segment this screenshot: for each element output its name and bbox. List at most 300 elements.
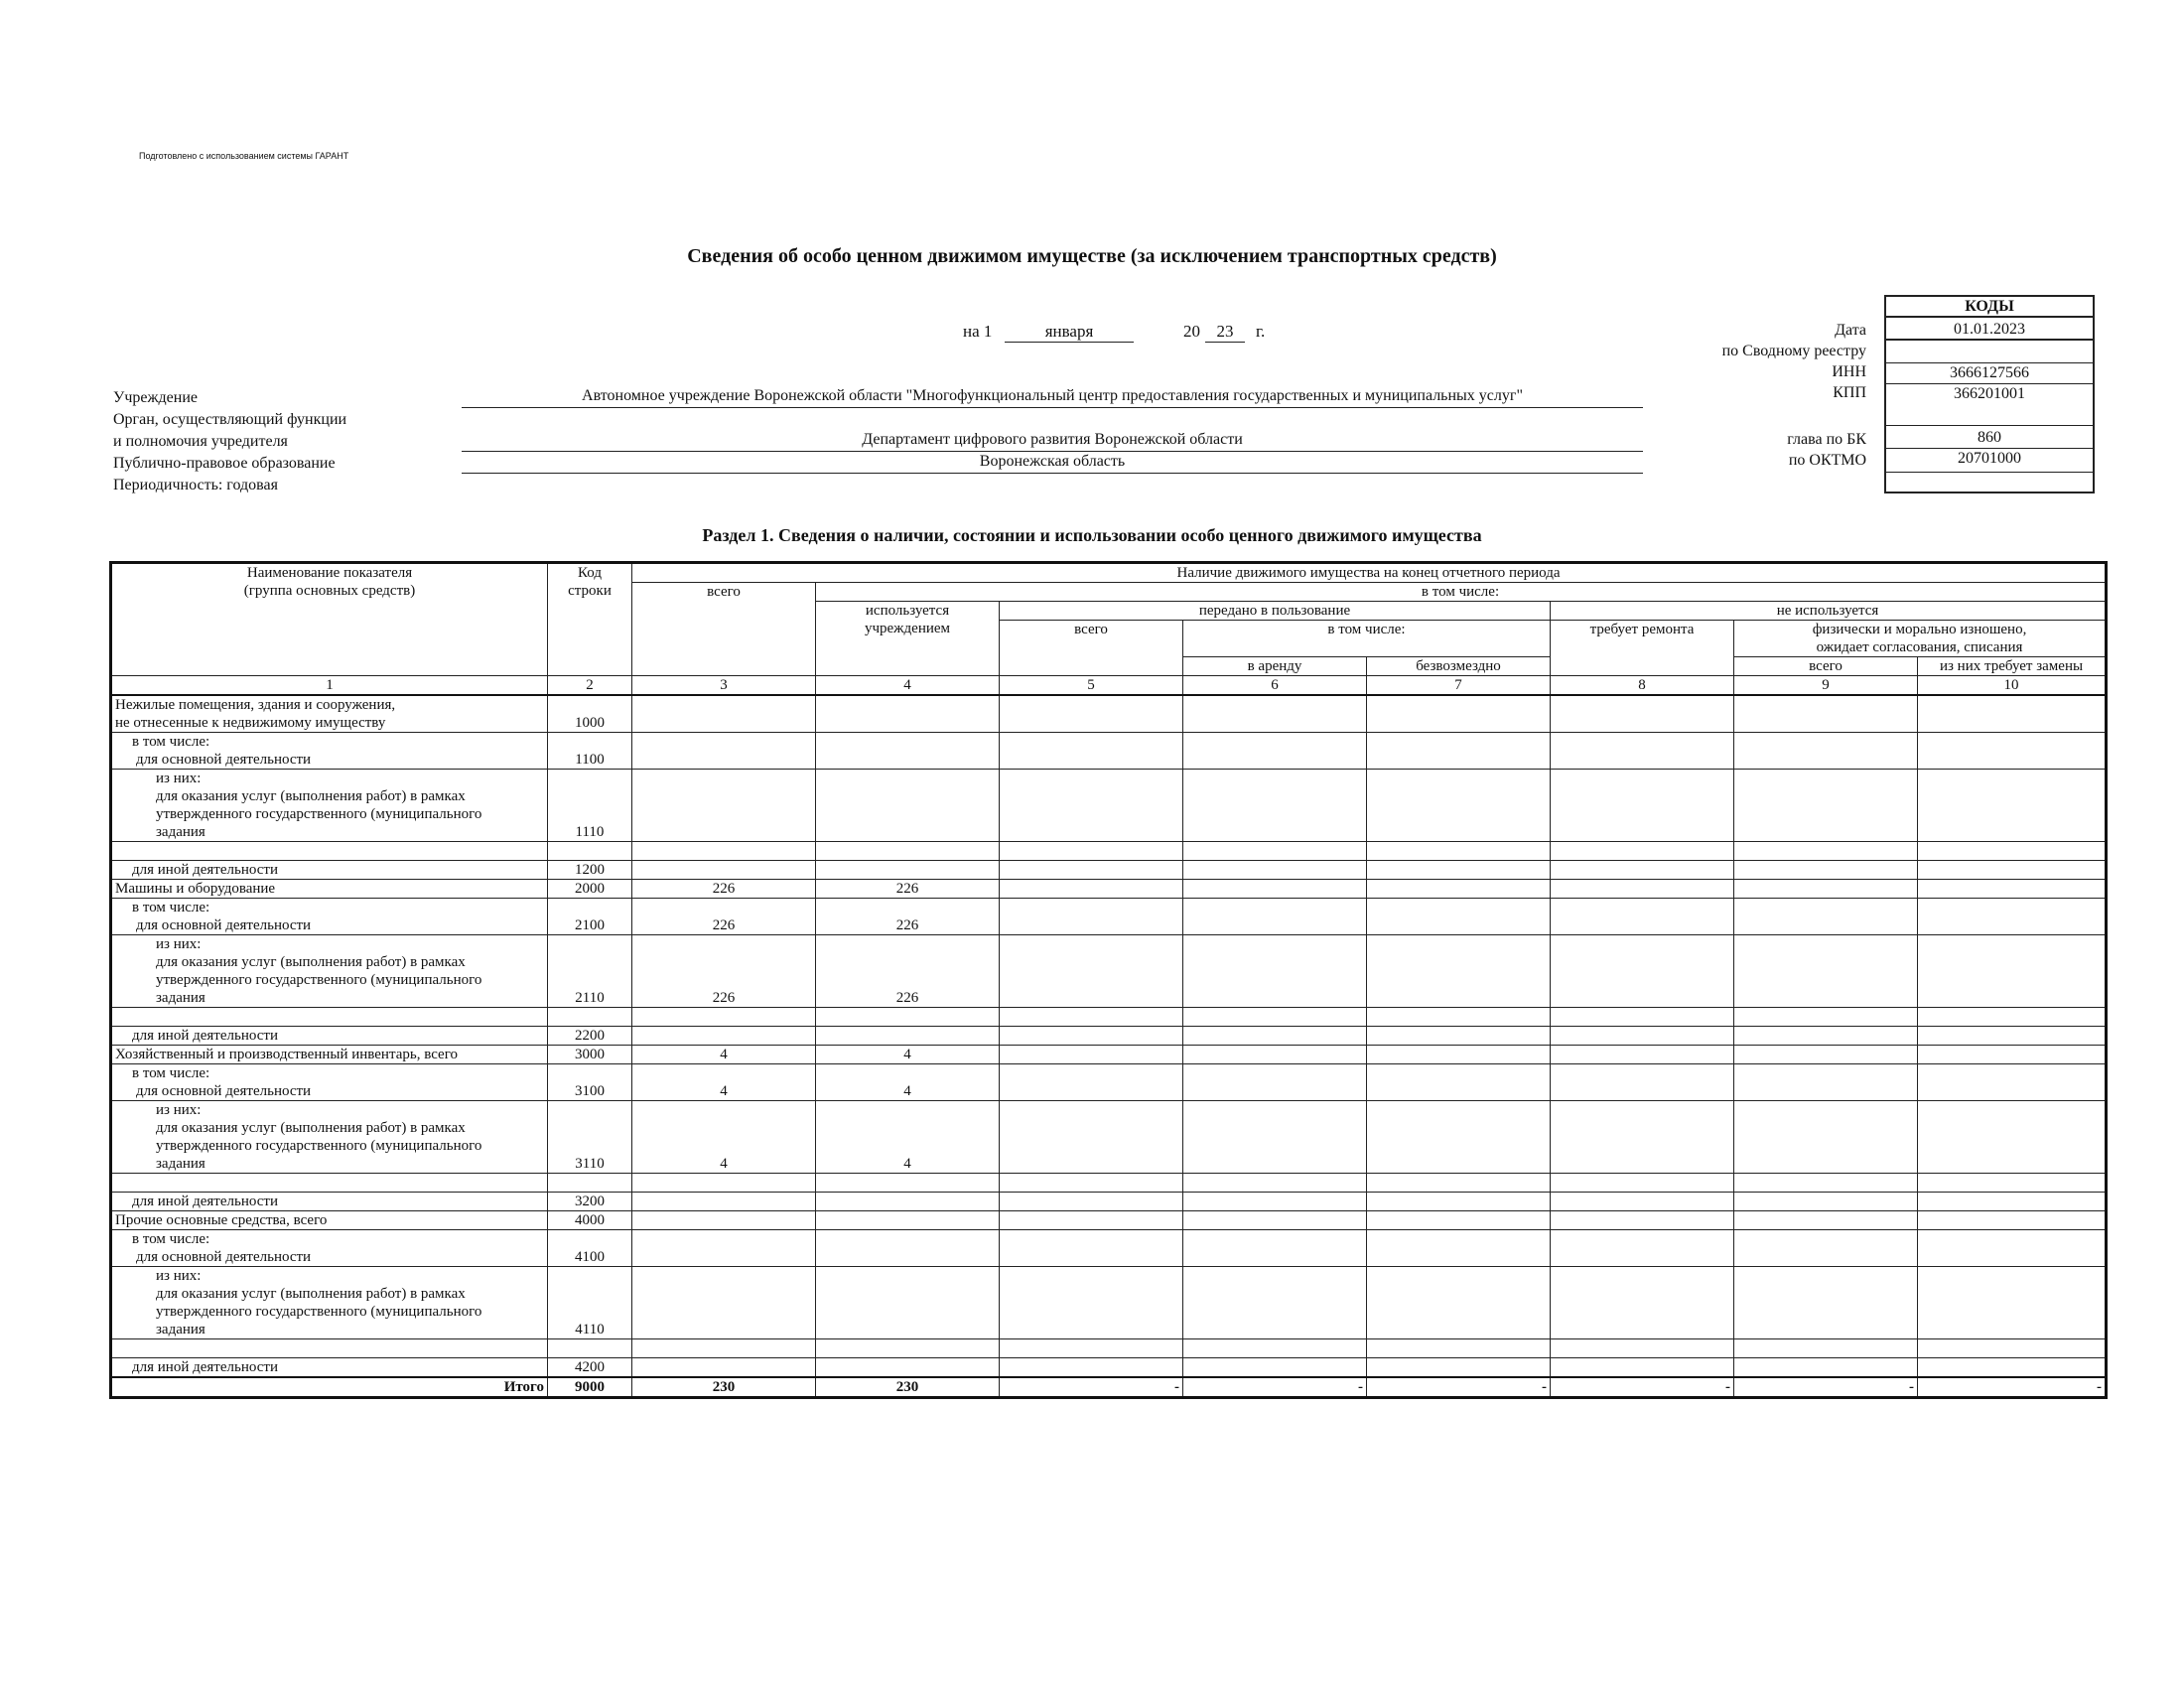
table-row	[111, 1064, 2107, 1101]
head-transferred-total: всего	[1000, 621, 1183, 676]
row-value-empty	[1183, 1046, 1367, 1064]
code-label-inn: ИНН	[1832, 363, 1866, 380]
row-name-line: Машины и оборудование	[115, 881, 276, 897]
spacer-cell	[1367, 1008, 1551, 1027]
spacer-cell	[1918, 1174, 2107, 1193]
head-transferred: передано в пользование	[1000, 602, 1551, 621]
row-code: 2200	[548, 1027, 632, 1046]
institution-value: Автономное учреждение Воронежской области "Многофункциональный центр предоставления государственных и муниципальных услуг"	[582, 387, 1523, 404]
row-value-empty	[1367, 935, 1551, 1008]
codes-header: КОДЫ	[1886, 297, 2093, 318]
row-code: 3100	[548, 1064, 632, 1101]
row-value-empty	[1183, 1064, 1367, 1101]
row-value-empty	[1918, 1101, 2107, 1174]
row-value-empty	[1000, 1046, 1183, 1064]
periodicity: Периодичность: годовая	[113, 477, 278, 493]
code-oktmo-value: 20701000	[1886, 449, 2093, 473]
date-month: января	[1005, 322, 1134, 343]
column-number: 7	[1367, 676, 1551, 696]
table-row	[111, 695, 2107, 733]
row-name-line: утвержденного государственного (муниципального	[156, 806, 482, 822]
row-code: 1110	[548, 770, 632, 842]
row-value-used	[816, 1230, 1000, 1267]
table-row	[111, 899, 2107, 935]
row-value-empty	[1734, 861, 1918, 880]
row-value-empty	[1734, 880, 1918, 899]
row-name	[111, 935, 548, 1008]
code-label-registry: по Сводному реестру	[1721, 343, 1866, 359]
row-value-empty	[1918, 880, 2107, 899]
total-code: 9000	[548, 1377, 632, 1398]
spacer-cell	[548, 1174, 632, 1193]
public-entity-label: Публично-правовое образование	[113, 455, 336, 472]
row-code: 2000	[548, 880, 632, 899]
row-code: 1200	[548, 861, 632, 880]
row-value-total	[632, 1267, 816, 1339]
row-name	[111, 861, 548, 880]
column-number: 1	[111, 676, 548, 696]
row-value-used	[816, 695, 1000, 733]
row-name-line: из них:	[156, 936, 202, 952]
row-value-total	[632, 861, 816, 880]
row-value-empty	[1551, 1101, 1734, 1174]
row-value-empty	[1918, 1027, 2107, 1046]
row-name-line: Хозяйственный и производственный инвентарь, всего	[115, 1047, 458, 1062]
row-value-empty	[1000, 1211, 1183, 1230]
row-value-empty	[1734, 899, 1918, 935]
row-value-empty	[1918, 770, 2107, 842]
row-value-empty	[1551, 1193, 1734, 1211]
row-value-empty	[1918, 1211, 2107, 1230]
row-value-total: 226	[632, 935, 816, 1008]
row-value-empty	[1918, 695, 2107, 733]
row-name	[111, 1211, 548, 1230]
spacer-cell	[111, 1339, 548, 1358]
spacer-cell	[1367, 1339, 1551, 1358]
spacer-cell	[1918, 1008, 2107, 1027]
code-kpp-value: 366201001	[1886, 384, 2093, 426]
row-value-used	[816, 1211, 1000, 1230]
row-name-line: утвержденного государственного (муниципального	[156, 1304, 482, 1320]
row-value-empty	[1918, 935, 2107, 1008]
row-value-empty	[1367, 770, 1551, 842]
spacer-cell	[816, 1008, 1000, 1027]
row-name-line: Прочие основные средства, всего	[115, 1212, 328, 1228]
column-number: 2	[548, 676, 632, 696]
row-name-line: для оказания услуг (выполнения работ) в рамках	[156, 788, 466, 804]
row-value-empty	[1367, 1230, 1551, 1267]
row-name-line: для иной деятельности	[132, 1194, 278, 1209]
row-value-empty	[1551, 1230, 1734, 1267]
head-worn	[1734, 621, 2107, 657]
head-worn-line-2: ожидает согласования, списания	[1816, 639, 2023, 655]
row-value-empty	[1367, 1064, 1551, 1101]
row-value-empty	[1918, 1267, 2107, 1339]
row-value-empty	[1551, 1046, 1734, 1064]
row-name-line: Нежилые помещения, здания и сооружения,	[115, 697, 396, 713]
spacer-cell	[1551, 842, 1734, 861]
public-entity-underline	[462, 473, 1643, 474]
row-value-empty	[1734, 935, 1918, 1008]
date-suffix: г.	[1256, 322, 1266, 341]
garant-note: Подготовлено с использованием системы ГАРАНТ	[139, 151, 349, 161]
row-name-line: утвержденного государственного (муниципального	[156, 1138, 482, 1154]
row-name	[111, 1046, 548, 1064]
row-value-empty	[1918, 1230, 2107, 1267]
row-value-empty	[1918, 733, 2107, 770]
row-value-empty	[1367, 1046, 1551, 1064]
column-number: 9	[1734, 676, 1918, 696]
row-name-line: для основной деятельности	[136, 1083, 312, 1099]
row-value-used	[816, 1267, 1000, 1339]
row-code: 1100	[548, 733, 632, 770]
row-name-line: для основной деятельности	[136, 917, 312, 933]
row-value-empty	[1918, 1046, 2107, 1064]
row-value-used: 226	[816, 899, 1000, 935]
founder-label-2: и полномочия учредителя	[113, 433, 288, 450]
row-value-empty	[1918, 861, 2107, 880]
row-value-empty	[1183, 1358, 1367, 1378]
row-value-empty	[1734, 1267, 1918, 1339]
row-value-empty	[1551, 1267, 1734, 1339]
spacer-cell	[1000, 1339, 1183, 1358]
row-value-empty	[1551, 1211, 1734, 1230]
spacer-cell	[111, 1174, 548, 1193]
spacer-cell	[816, 1339, 1000, 1358]
row-name	[111, 1027, 548, 1046]
row-value-empty	[1367, 1193, 1551, 1211]
row-value-empty	[1367, 695, 1551, 733]
row-value-empty	[1183, 1211, 1367, 1230]
row-name-line: для основной деятельности	[136, 752, 312, 768]
spacer-cell	[1000, 842, 1183, 861]
head-total: всего	[632, 583, 816, 676]
row-value-empty	[1551, 695, 1734, 733]
spacer-cell	[632, 1008, 816, 1027]
row-name	[111, 880, 548, 899]
row-value-empty	[1918, 899, 2107, 935]
table-row	[111, 1101, 2107, 1174]
row-value-total: 4	[632, 1046, 816, 1064]
table-row	[111, 1267, 2107, 1339]
row-value-used	[816, 1193, 1000, 1211]
row-name	[111, 695, 548, 733]
spacer-cell	[1734, 842, 1918, 861]
table-row	[111, 880, 2107, 899]
row-value-used	[816, 1027, 1000, 1046]
code-label-kpp: КПП	[1833, 384, 1866, 401]
spacer-cell	[816, 1174, 1000, 1193]
row-value-empty	[1183, 1027, 1367, 1046]
head-worn-replace: из них требует замены	[1918, 657, 2107, 676]
column-number: 10	[1918, 676, 2107, 696]
spacer-cell	[1551, 1339, 1734, 1358]
row-name	[111, 1064, 548, 1101]
row-name-line: для иной деятельности	[132, 862, 278, 878]
head-including: в том числе:	[816, 583, 2107, 602]
row-value-empty	[1000, 880, 1183, 899]
total-value-dash: -	[1734, 1377, 1918, 1398]
row-value-empty	[1183, 1193, 1367, 1211]
row-value-empty	[1000, 1027, 1183, 1046]
row-name-line: задания	[156, 1322, 205, 1337]
row-value-empty	[1367, 1211, 1551, 1230]
row-name-line: в том числе:	[132, 900, 210, 915]
row-code: 3200	[548, 1193, 632, 1211]
spacer-row	[111, 1339, 2107, 1358]
row-name	[111, 1358, 548, 1378]
row-code: 3000	[548, 1046, 632, 1064]
head-code	[548, 563, 632, 676]
row-name-line: задания	[156, 1156, 205, 1172]
section-title: Раздел 1. Сведения о наличии, состоянии и использовании особо ценного движимого имущества	[702, 525, 1482, 545]
row-value-empty	[1918, 1064, 2107, 1101]
date-year: 23	[1205, 322, 1245, 343]
head-used	[816, 602, 1000, 676]
row-value-empty	[1918, 1358, 2107, 1378]
row-value-empty	[1551, 935, 1734, 1008]
row-name	[111, 733, 548, 770]
row-name-line: не отнесенные к недвижимому имуществу	[115, 715, 386, 731]
row-value-empty	[1000, 1193, 1183, 1211]
row-code: 4200	[548, 1358, 632, 1378]
code-date-value: 01.01.2023	[1886, 320, 2093, 341]
row-value-total: 4	[632, 1101, 816, 1174]
row-value-empty	[1734, 1046, 1918, 1064]
row-name	[111, 1230, 548, 1267]
row-name-line: из них:	[156, 771, 202, 786]
row-value-total	[632, 695, 816, 733]
row-value-empty	[1734, 695, 1918, 733]
property-table	[109, 561, 2108, 1399]
head-code-line-2: строки	[568, 583, 612, 599]
row-value-empty	[1000, 695, 1183, 733]
row-value-used: 4	[816, 1101, 1000, 1174]
spacer-cell	[632, 1339, 816, 1358]
code-inn-value: 3666127566	[1886, 363, 2093, 384]
spacer-cell	[1918, 842, 2107, 861]
table-row	[111, 1046, 2107, 1064]
row-value-total: 226	[632, 880, 816, 899]
code-label-bk: глава по БК	[1787, 431, 1866, 448]
spacer-cell	[1183, 1174, 1367, 1193]
row-name	[111, 1267, 548, 1339]
row-name-line: из них:	[156, 1102, 202, 1118]
table-row	[111, 1211, 2107, 1230]
row-name-line: утвержденного государственного (муниципального	[156, 972, 482, 988]
total-value-total: 230	[632, 1377, 816, 1398]
head-worn-line-1: физически и морально изношено,	[1812, 622, 2027, 637]
spacer-cell	[1918, 1339, 2107, 1358]
codes-box	[1884, 295, 2095, 493]
row-value-empty	[1183, 899, 1367, 935]
founder-label-1: Орган, осуществляющий функции	[113, 411, 347, 428]
spacer-cell	[111, 1008, 548, 1027]
row-value-empty	[1551, 861, 1734, 880]
row-value-empty	[1183, 1101, 1367, 1174]
spacer-cell	[632, 1174, 816, 1193]
row-value-empty	[1918, 1193, 2107, 1211]
row-value-empty	[1734, 1027, 1918, 1046]
spacer-cell	[1183, 1339, 1367, 1358]
row-value-used: 4	[816, 1046, 1000, 1064]
row-value-empty	[1000, 733, 1183, 770]
table-row	[111, 770, 2107, 842]
spacer-cell	[1551, 1174, 1734, 1193]
column-number: 6	[1183, 676, 1367, 696]
row-value-total	[632, 1211, 816, 1230]
row-value-empty	[1183, 695, 1367, 733]
row-name-line: из них:	[156, 1268, 202, 1284]
row-name-line: задания	[156, 824, 205, 840]
row-value-empty	[1551, 770, 1734, 842]
row-code: 4100	[548, 1230, 632, 1267]
head-availability: Наличие движимого имущества на конец отчетного периода	[632, 563, 2107, 583]
row-code: 4110	[548, 1267, 632, 1339]
row-value-empty	[1367, 1267, 1551, 1339]
head-name	[111, 563, 548, 676]
row-value-empty	[1183, 935, 1367, 1008]
spacer-cell	[1183, 1008, 1367, 1027]
table-body	[111, 695, 2107, 1398]
spacer-row	[111, 842, 2107, 861]
spacer-cell	[1367, 842, 1551, 861]
table-row	[111, 1358, 2107, 1378]
row-value-empty	[1367, 1101, 1551, 1174]
code-registry-value	[1886, 343, 2093, 363]
row-value-used: 226	[816, 880, 1000, 899]
head-code-line-1: Код	[578, 565, 602, 581]
total-value-dash: -	[1918, 1377, 2107, 1398]
row-name-line: для оказания услуг (выполнения работ) в рамках	[156, 954, 466, 970]
spacer-cell	[1367, 1174, 1551, 1193]
row-value-total	[632, 770, 816, 842]
spacer-cell	[548, 1339, 632, 1358]
public-entity-value: Воронежская область	[979, 453, 1126, 470]
row-value-used	[816, 770, 1000, 842]
row-value-empty	[1734, 733, 1918, 770]
row-value-empty	[1000, 899, 1183, 935]
total-value-dash: -	[1000, 1377, 1183, 1398]
row-value-empty	[1000, 770, 1183, 842]
page-title: Сведения об особо ценном движимом имуществе (за исключением транспортных средств)	[687, 245, 1497, 267]
head-used-line-1: используется	[865, 603, 950, 619]
table-row	[111, 1193, 2107, 1211]
row-value-empty	[1183, 861, 1367, 880]
row-value-empty	[1734, 1358, 1918, 1378]
head-name-line-2: (группа основных средств)	[243, 583, 416, 599]
spacer-row	[111, 1008, 2107, 1027]
row-value-total	[632, 1027, 816, 1046]
row-name	[111, 899, 548, 935]
row-code: 4000	[548, 1211, 632, 1230]
head-repair: требует ремонта	[1551, 621, 1734, 676]
row-value-empty	[1000, 1267, 1183, 1339]
row-value-empty	[1183, 880, 1367, 899]
table-row	[111, 733, 2107, 770]
date-prefix: на 1	[963, 322, 993, 341]
row-name-line: в том числе:	[132, 1231, 210, 1247]
head-used-line-2: учреждением	[864, 621, 951, 636]
spacer-row	[111, 1174, 2107, 1193]
row-value-empty	[1734, 1101, 1918, 1174]
total-value-dash: -	[1551, 1377, 1734, 1398]
column-number: 3	[632, 676, 816, 696]
row-name-line: задания	[156, 990, 205, 1006]
spacer-cell	[111, 842, 548, 861]
row-name-line: в том числе:	[132, 1065, 210, 1081]
column-number: 8	[1551, 676, 1734, 696]
row-name-line: для иной деятельности	[132, 1028, 278, 1044]
total-value-used: 230	[816, 1377, 1000, 1398]
spacer-cell	[1000, 1174, 1183, 1193]
row-value-empty	[1734, 1193, 1918, 1211]
row-value-empty	[1734, 1230, 1918, 1267]
spacer-cell	[1183, 842, 1367, 861]
spacer-cell	[1000, 1008, 1183, 1027]
row-value-empty	[1183, 770, 1367, 842]
row-name-line: для оказания услуг (выполнения работ) в рамках	[156, 1120, 466, 1136]
row-value-empty	[1551, 1064, 1734, 1101]
row-value-empty	[1183, 733, 1367, 770]
row-value-empty	[1367, 880, 1551, 899]
founder-underline	[462, 451, 1643, 452]
row-value-empty	[1551, 733, 1734, 770]
row-value-empty	[1000, 935, 1183, 1008]
table-row	[111, 935, 2107, 1008]
spacer-cell	[632, 842, 816, 861]
row-value-used: 226	[816, 935, 1000, 1008]
spacer-cell	[1734, 1339, 1918, 1358]
row-code: 3110	[548, 1101, 632, 1174]
row-value-empty	[1000, 1064, 1183, 1101]
row-name	[111, 770, 548, 842]
institution-underline	[462, 407, 1643, 408]
row-code: 2110	[548, 935, 632, 1008]
row-name-line: для иной деятельности	[132, 1359, 278, 1375]
row-value-used	[816, 733, 1000, 770]
row-value-empty	[1367, 861, 1551, 880]
report-date-line	[963, 322, 1281, 344]
spacer-cell	[548, 1008, 632, 1027]
row-value-used	[816, 861, 1000, 880]
spacer-cell	[548, 842, 632, 861]
row-value-total	[632, 1230, 816, 1267]
row-value-empty	[1551, 899, 1734, 935]
code-bk-value: 860	[1886, 428, 2093, 449]
row-value-empty	[1367, 733, 1551, 770]
row-value-empty	[1551, 1027, 1734, 1046]
row-value-empty	[1734, 1064, 1918, 1101]
institution-label: Учреждение	[113, 389, 198, 406]
row-value-empty	[1000, 1358, 1183, 1378]
table-row	[111, 861, 2107, 880]
table-row	[111, 1027, 2107, 1046]
row-value-empty	[1000, 1101, 1183, 1174]
row-value-empty	[1551, 1358, 1734, 1378]
row-value-empty	[1000, 861, 1183, 880]
row-value-used	[816, 1358, 1000, 1378]
head-worn-total: всего	[1734, 657, 1918, 676]
row-value-empty	[1367, 899, 1551, 935]
date-year-prefix: 20	[1183, 322, 1200, 341]
row-value-total: 226	[632, 899, 816, 935]
code-label-date: Дата	[1835, 322, 1866, 339]
row-value-empty	[1000, 1230, 1183, 1267]
total-value-dash: -	[1183, 1377, 1367, 1398]
row-value-empty	[1183, 1267, 1367, 1339]
row-value-empty	[1734, 1211, 1918, 1230]
